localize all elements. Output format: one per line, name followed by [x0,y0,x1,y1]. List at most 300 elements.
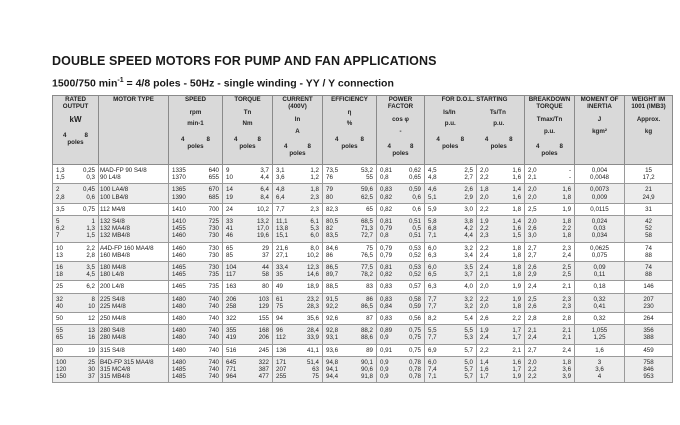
cell-value: 2 [56,186,60,194]
cell-value: 2,1 [562,283,572,291]
cell-value: 2,4 [480,264,489,272]
cell-value: 88 [645,251,652,259]
cell-value: 1,9 [512,283,522,291]
cell-value: 5,0 [464,358,473,366]
cell-value: 2,2 [480,174,489,182]
cell-value: 25 [56,283,63,291]
cell-value: 1,6 [512,193,522,201]
cell-value: 1485 [172,373,186,381]
cell-value: 0,32 [593,315,606,323]
cell-value: A4D-FP 160 MA4/8 [100,244,154,252]
cell-value: 94,4 [326,373,339,381]
cell-value: 0,75 [408,327,421,335]
cell-power-factor [377,281,425,293]
cell-value: 76 [326,174,333,182]
cell-power-factor [377,325,425,344]
cell-inertia [575,184,625,203]
cell-inertia [575,325,625,344]
cell-breakdown-torque [525,281,575,293]
cell-value: 78,2 [360,271,373,279]
cell-motor-type [99,203,169,215]
cell-weight [625,216,673,243]
cell-current [273,293,323,312]
cell-value: 0,034 [591,232,608,240]
cell-value: 315 MC4/8 [100,366,131,374]
cell-value: 18,9 [306,283,319,291]
cell-value: 2,6 [480,315,489,323]
cell-value: 2,2 [480,225,489,233]
cell-rated-output [53,203,99,215]
table-header-row [53,96,673,165]
cell-value: 3,5 [56,205,65,213]
cell-value: 80 [56,346,63,354]
cell-value: 1,6 [512,225,522,233]
cell-value: 0,18 [593,283,606,291]
cell-value: 25 [88,358,95,366]
cell-value: 33 [226,218,233,226]
cell-value: 90,1 [360,358,373,366]
cell-value: 88,2 [360,327,373,335]
cell-value: 5,5 [428,327,437,335]
header-breakdown-torque: BREAKDOWN TORQUE Tmax/Tn p.u. 4 8 poles [525,96,575,165]
cell-value: 6,0 [428,244,437,252]
cell-value: 953 [643,373,654,381]
cell-value: 0,83 [380,283,393,291]
cell-value: 225 M4/8 [100,302,126,310]
cell-weight [625,344,673,356]
cell-value: 0,81 [380,167,393,174]
cell-weight [625,203,673,215]
cell-value: 0,83 [380,186,393,194]
cell-value: 964 [226,373,237,381]
cell-value: 163 [226,283,237,291]
cell-torque [223,356,273,383]
cell-value: 2,0 [480,193,489,201]
cell-breakdown-torque [525,325,575,344]
cell-value: 0,52 [408,271,421,279]
cell-value: 6,1 [310,218,319,226]
cell-value: 0,9 [380,334,389,342]
motor-spec-table [52,95,673,383]
cell-value: 3,2 [464,295,473,303]
cell-value: 150 [56,373,67,381]
cell-value: 0,59 [408,186,421,194]
cell-value: 7,7 [428,295,437,303]
cell-value: 84,6 [326,244,339,252]
cell-value: 94,1 [326,366,339,374]
cell-motor-type [99,262,169,281]
cell-value: 0,58 [408,295,421,303]
cell-rated-output [53,293,99,312]
cell-value: 18 [56,271,63,279]
cell-value: 0,91 [380,346,393,354]
cell-ts-tn [477,262,525,281]
cell-value: 21 [645,186,652,194]
cell-value: 315 MB4/8 [100,373,130,381]
cell-value: 71,3 [360,225,373,233]
cell-motor-type [99,165,169,184]
cell-value: 1,9 [480,218,489,226]
cell-value: 1365 [172,186,186,194]
cell-value: 65 [226,244,233,252]
cell-value: 6,9 [428,346,437,354]
cell-value: 0,59 [408,302,421,310]
cell-value: 1,8 [562,358,572,366]
cell-value: 2,5 [528,295,537,303]
cell-value: 74 [645,264,652,272]
cell-value: 86,5 [360,302,373,310]
cell-value: 129 [258,302,269,310]
cell-weight [625,281,673,293]
cell-torque [223,242,273,261]
cell-value: 168 [258,327,269,335]
cell-value: 77,5 [360,264,373,272]
cell-value: 2,0 [528,186,537,194]
cell-value: 2,1 [528,327,537,335]
cell-value: 0,89 [380,327,393,335]
cell-value: 10,2 [256,205,269,213]
cell-value: 1,8 [562,193,572,201]
cell-value: 6,5 [428,271,437,279]
cell-value: 1,5 [512,232,522,240]
cell-value: 2,2 [86,244,95,252]
cell-value: 1485 [172,366,186,374]
cell-value: 94 [276,315,283,323]
cell-value: 0,62 [408,167,421,174]
cell-value: 21,6 [276,244,289,252]
cell-value: 92,2 [326,302,339,310]
cell-value: 2,2 [512,315,522,323]
table-row [53,216,673,243]
cell-ts-tn [477,356,525,383]
table-row [53,344,673,356]
table-row [53,325,673,344]
cell-value: 0,75 [408,334,421,342]
cell-value: 55 [366,174,373,182]
cell-value: 6,0 [428,264,437,272]
cell-value: 112 [276,334,286,342]
cell-value: 1,8 [562,232,572,240]
cell-rated-output [53,325,99,344]
cell-value: 83 [366,283,373,291]
cell-value: 387 [258,366,269,374]
cell-value: 33,4 [276,264,289,272]
header-torque: TORQUE Tn Nm 4 8 poles [223,96,273,165]
cell-is-in [425,216,477,243]
cell-value: 206 [258,334,269,342]
cell-rated-output [53,356,99,383]
cell-value: 0,83 [380,315,393,323]
cell-value: 0,82 [380,205,393,213]
cell-power-factor [377,203,425,215]
cell-ts-tn [477,293,525,312]
cell-motor-type [99,356,169,383]
cell-value: 1480 [172,358,186,366]
cell-value: 2,2 [480,205,489,213]
cell-value: 5,5 [464,327,473,335]
cell-motor-type [99,293,169,312]
cell-value: 74 [645,244,652,252]
cell-motor-type [99,281,169,293]
cell-value: - [568,167,572,174]
cell-value: 1,2 [310,167,319,174]
cell-value: 255 [276,373,287,381]
cell-value: 5,3 [310,225,319,233]
cell-value: 2,6 [528,302,537,310]
cell-value: 35 [276,271,283,279]
cell-value: 0,78 [408,366,421,374]
cell-value: 80 [326,193,333,201]
cell-value: 2,4 [528,334,537,342]
cell-value: 7,7 [428,302,437,310]
cell-power-factor [377,262,425,281]
cell-value: 3,6 [562,366,572,374]
cell-value: 58 [645,232,652,240]
cell-value: 2,0 [528,167,537,174]
cell-value: 155 [258,315,269,323]
cell-value: 2,4 [562,346,572,354]
cell-value: 6,4 [260,186,269,194]
cell-value: 80 [262,283,269,291]
cell-value: 82,3 [326,205,339,213]
cell-value: 5,9 [428,205,437,213]
cell-value: 13 [88,327,95,335]
cell-value: 7 [56,232,60,240]
cell-rated-output [53,165,99,184]
cell-current [273,184,323,203]
cell-value: 258 [226,302,237,310]
cell-value: 2,3 [310,193,319,201]
cell-value: 1,4 [512,218,522,226]
cell-value: 730 [208,251,219,259]
cell-value: 10 [56,244,63,252]
cell-value: 730 [208,225,219,233]
cell-value: 740 [208,295,219,303]
cell-value: 1,9 [562,205,572,213]
cell-value: 740 [208,334,219,342]
cell-value: 9 [226,167,230,174]
cell-value: 356 [643,327,654,335]
cell-value: 136 [276,346,287,354]
cell-value: MAD-FP 90 S4/8 [100,167,147,174]
cell-value: 2,7 [528,251,537,259]
cell-value: 27,1 [276,251,289,259]
cell-torque [223,184,273,203]
cell-value: 3,2 [464,244,473,252]
cell-value: 207 [276,366,287,374]
cell-motor-type [99,242,169,261]
cell-value: 1,6 [480,366,489,374]
cell-value: 7,7 [428,334,437,342]
document-subtitle [52,77,394,90]
cell-value: 3 [597,358,602,366]
cell-efficiency [323,281,377,293]
cell-value: 171 [276,358,287,366]
cell-value: 0,0115 [590,205,609,213]
cell-value: 13,2 [256,218,269,226]
cell-value: 0,8 [380,174,389,182]
cell-value: 19 [226,193,233,201]
cell-value: 2,2 [528,366,537,374]
cell-value: 93,6 [326,346,339,354]
cell-value: 15 [645,167,652,174]
cell-value: 8,4 [260,193,269,201]
cell-value: 758 [643,358,654,366]
cell-speed [169,356,223,383]
cell-weight [625,242,673,261]
cell-value: 2,0 [480,302,489,310]
header-speed: SPEED rpm min-1 4 8 poles [169,96,223,165]
cell-value: 2,5 [464,167,473,174]
cell-value: 29 [262,244,269,252]
cell-value: 2,2 [562,225,572,233]
cell-value: 2,7 [528,244,537,252]
cell-rated-output [53,262,99,281]
cell-value: 740 [208,346,219,354]
cell-value: 7,1 [428,232,437,240]
cell-value: 6,3 [428,283,437,291]
cell-motor-type [99,313,169,325]
cell-value: 206 [226,295,237,303]
cell-value: 1465 [172,264,186,272]
header-current: CURRENT (400V) In A 4 8 poles [273,96,323,165]
cell-torque [223,325,273,344]
cell-value: 65 [366,205,373,213]
cell-value: 0,024 [591,218,608,226]
table-row [53,262,673,281]
cell-rated-output [53,184,99,203]
cell-value: 83,5 [326,232,339,240]
cell-value: 0,0073 [590,186,609,194]
cell-value: 10,2 [306,251,319,259]
cell-value: 3,2 [464,302,473,310]
cell-value: 2,8 [528,315,537,323]
cell-value: 0,83 [380,295,393,303]
cell-value: 740 [208,327,219,335]
cell-value: 1,5 [86,232,95,240]
table-row [53,356,673,383]
cell-inertia [575,165,625,184]
cell-value: 24 [226,205,233,213]
cell-value: 0,82 [380,193,393,201]
cell-value: 52 [645,225,652,233]
cell-rated-output [53,281,99,293]
cell-value: 1,25 [593,334,606,342]
cell-power-factor [377,184,425,203]
cell-value: 5,3 [464,334,473,342]
cell-value: 3,7 [260,167,269,174]
cell-value: B4D-FP 315 MA4/8 [100,358,154,366]
cell-value: 516 [226,346,237,354]
cell-value: 91,5 [326,295,339,303]
cell-ts-tn [477,281,525,293]
cell-value: 3,0 [464,205,473,213]
cell-value: 670 [208,186,219,194]
cell-value: 17,0 [256,225,269,233]
cell-value: 0,53 [408,264,421,272]
cell-efficiency [323,356,377,383]
cell-value: 459 [643,346,654,354]
cell-current [273,165,323,184]
cell-ts-tn [477,184,525,203]
cell-value: 740 [208,366,219,374]
cell-ts-tn [477,344,525,356]
cell-value: 3,8 [464,218,473,226]
cell-value: 96 [276,327,283,335]
cell-value: 0,79 [380,244,393,252]
cell-ts-tn [477,325,525,344]
table-row [53,313,673,325]
cell-value: 2,5 [562,271,572,279]
cell-rated-output [53,216,99,243]
cell-value: 0,84 [380,302,393,310]
cell-value: 2,2 [480,346,489,354]
cell-value: 89,7 [326,271,339,279]
cell-value: 1,8 [512,251,522,259]
cell-value: 75 [366,244,373,252]
cell-speed [169,216,223,243]
cell-current [273,356,323,383]
cell-current [273,344,323,356]
cell-value: 59,6 [360,186,373,194]
table-row [53,203,673,215]
cell-current [273,281,323,293]
cell-inertia [575,356,625,383]
cell-value: 685 [208,193,219,201]
cell-ts-tn [477,165,525,184]
cell-speed [169,344,223,356]
cell-value: 0,52 [408,251,421,259]
cell-value: 6,2 [86,283,95,291]
cell-value: 322 [226,315,237,323]
cell-value: 32 [56,295,63,303]
cell-breakdown-torque [525,242,575,261]
cell-value: 477 [258,373,269,381]
cell-value: 13,8 [276,225,289,233]
cell-weight [625,356,673,383]
cell-value: 1,7 [512,327,522,335]
cell-value: 1,4 [480,358,489,366]
cell-value: 740 [208,358,219,366]
cell-value: 315 S4/8 [100,346,125,354]
cell-value: 1410 [172,205,186,213]
cell-value: 1480 [172,302,186,310]
cell-value: 23,2 [306,295,319,303]
cell-is-in [425,281,477,293]
cell-value: 0,3 [86,174,95,182]
cell-value: 1370 [172,174,186,182]
cell-value: 730 [208,244,219,252]
cell-value: 2,0 [480,167,489,174]
cell-value: 4,5 [86,271,95,279]
cell-value: 1335 [172,167,186,174]
cell-value: 2,3 [562,295,572,303]
cell-current [273,325,323,344]
cell-value: 8,2 [428,315,437,323]
cell-value: 80,5 [326,218,339,226]
cell-value: 2,4 [562,251,572,259]
cell-value: 11,1 [276,218,288,226]
cell-inertia [575,216,625,243]
cell-motor-type [99,184,169,203]
cell-current [273,313,323,325]
cell-value: 0,78 [408,358,421,366]
cell-value: 1,6 [562,186,572,194]
cell-value: 132 MB4/8 [100,232,130,240]
cell-value: 7,7 [276,205,285,213]
cell-rated-output [53,242,99,261]
cell-is-in [425,325,477,344]
